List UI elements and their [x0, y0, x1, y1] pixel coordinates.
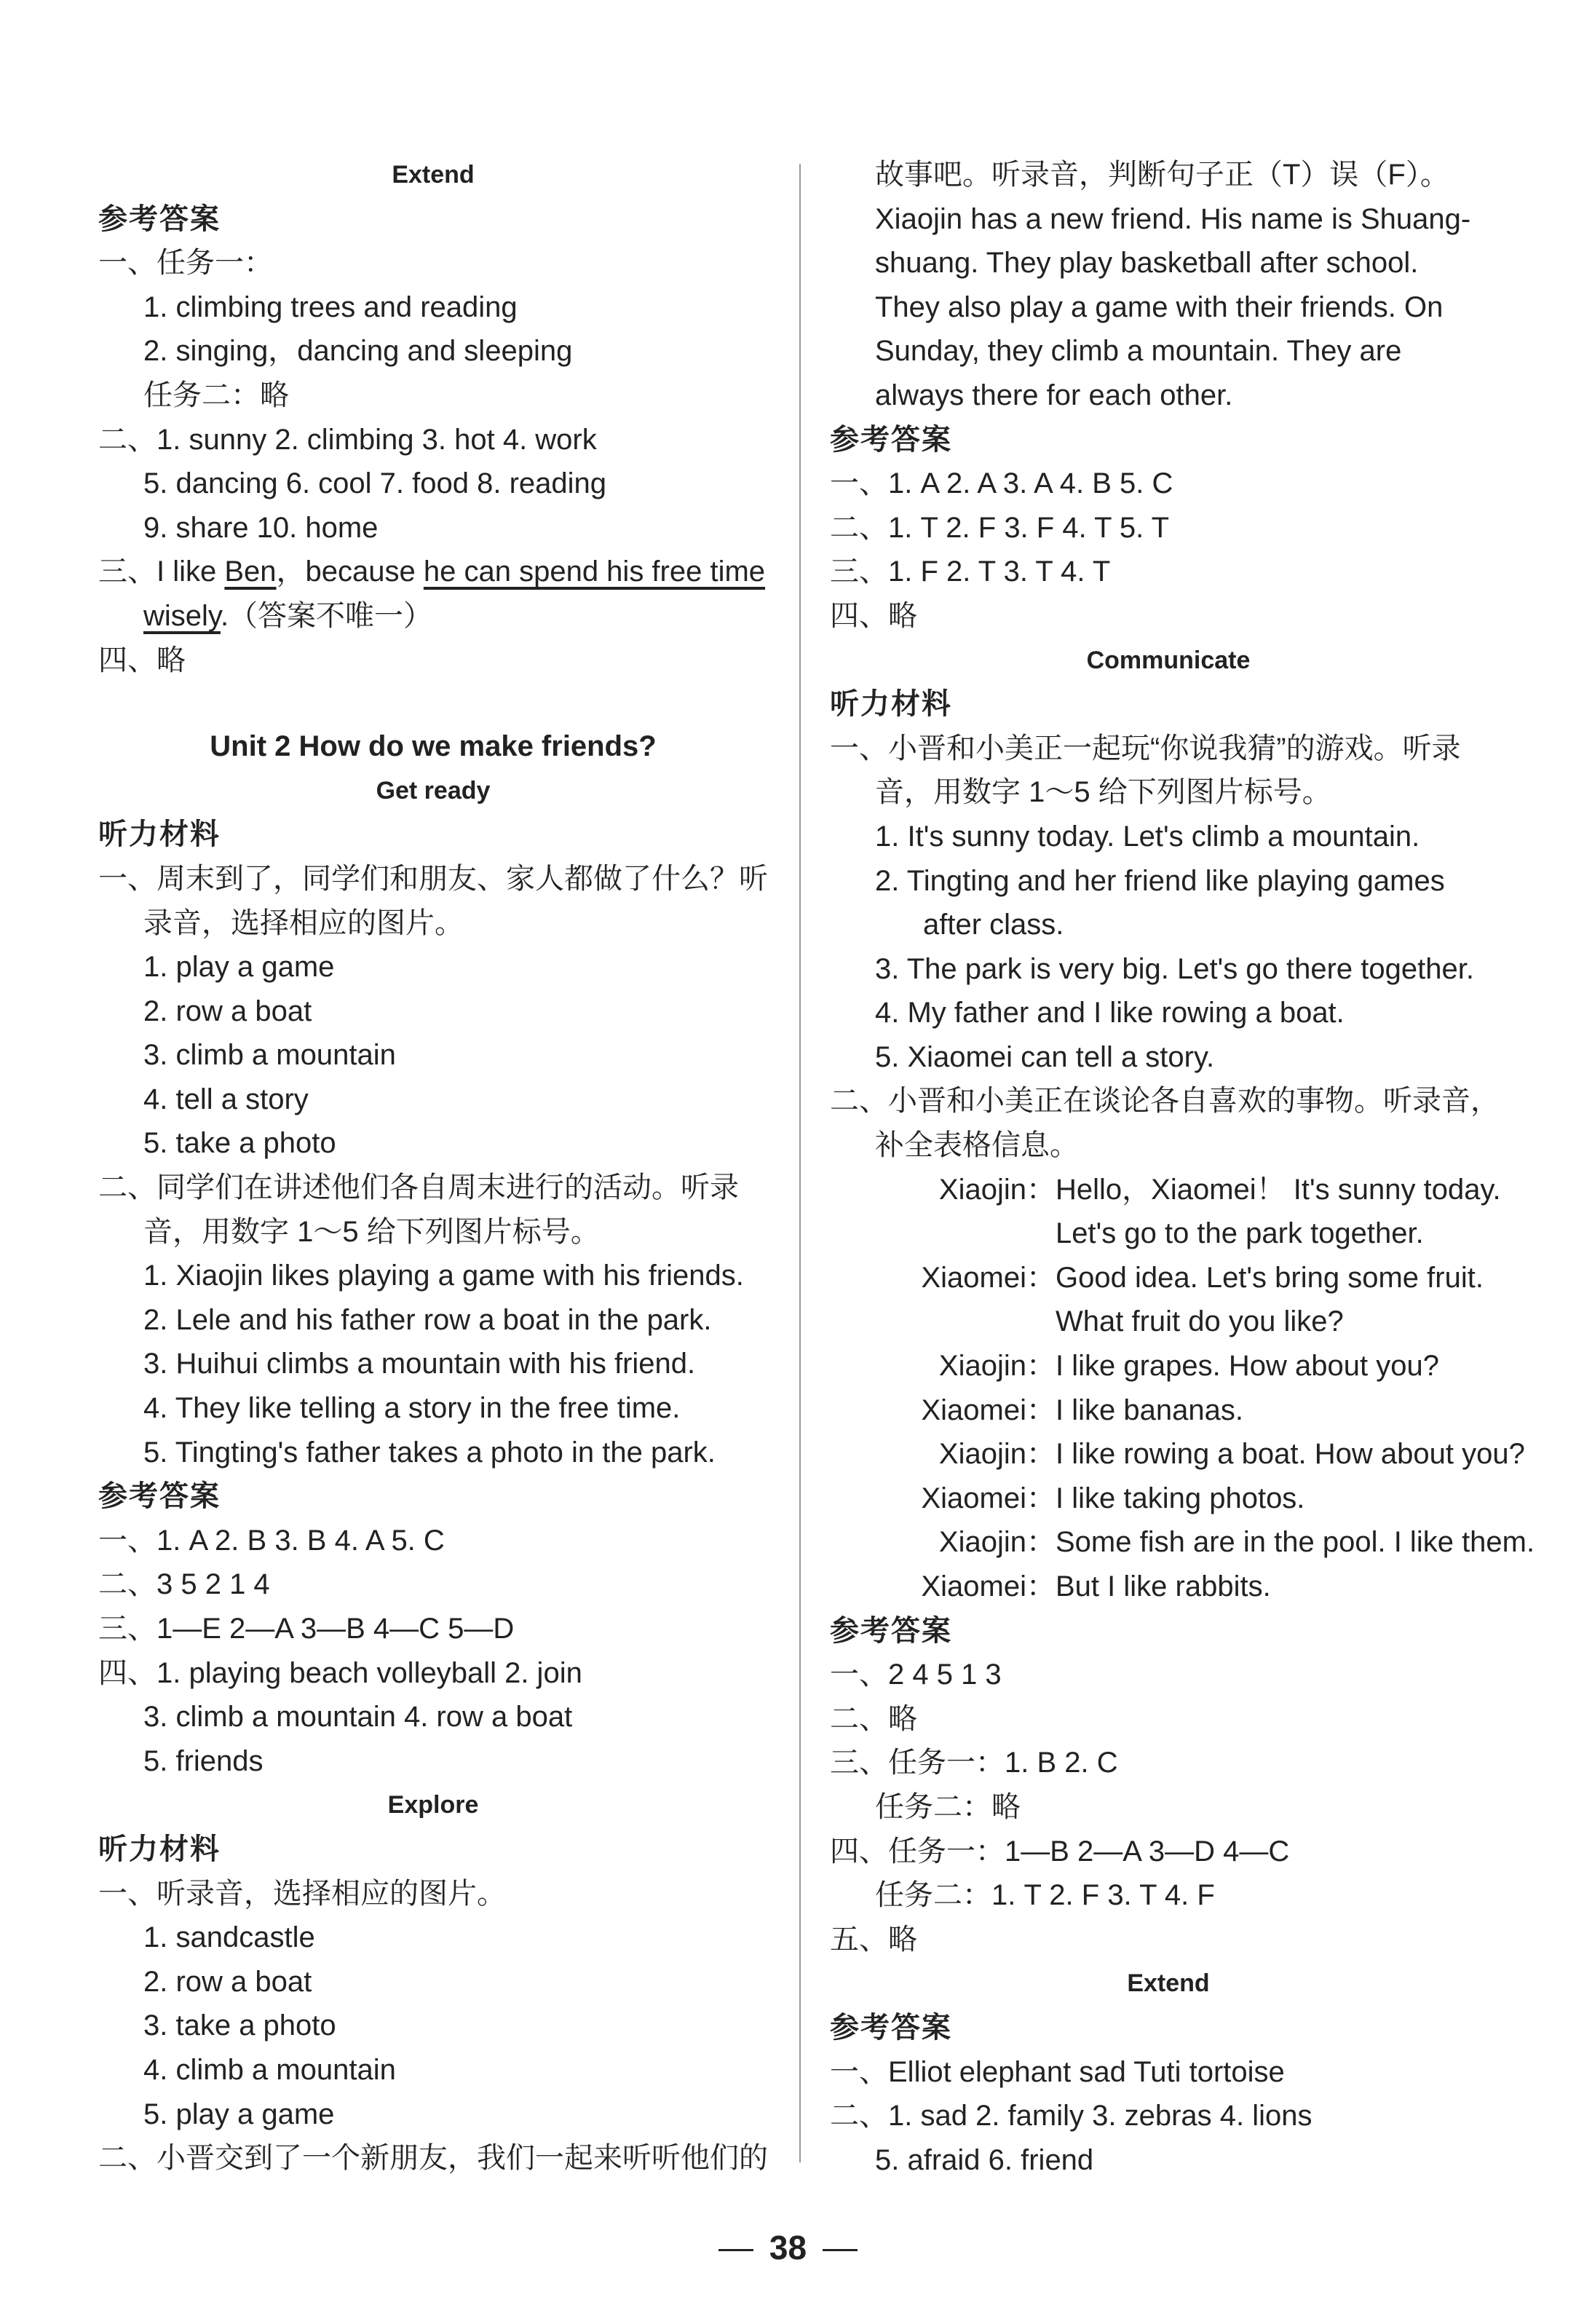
list-item: 5. Tingting's father takes a photo in the park. [143, 1436, 716, 1469]
question-head: 补全表格信息。 [875, 1129, 1079, 1162]
dialog-line: Xiaojin ： I like rowing a boat. How about you? [830, 1432, 1507, 1477]
list-item: 2. Tingting and her friend like playing games [875, 864, 1445, 897]
answer-line: 一、任务一： [98, 247, 273, 280]
question-head: 一、周末到了，同学们和朋友、家人都做了什么？听 [98, 862, 768, 895]
list-item: 1. sandcastle [143, 1921, 315, 1954]
dialog-speaker: Xiaomei [921, 1482, 1026, 1514]
answer-line: 1. climbing trees and reading [143, 290, 518, 323]
filled-reason-cont: wisely [143, 599, 221, 632]
story-line: They also play a game with their friends. On [875, 290, 1444, 323]
answer-line: 四、1. playing beach volleyball 2. join [98, 1656, 582, 1689]
dialog-speaker: Xiaojin [938, 1526, 1026, 1559]
dialog-line: Xiaomei ： Good idea. Let's bring some fruit. [830, 1256, 1507, 1300]
list-item: 2. row a boat [143, 1965, 312, 1998]
dialog-text: Let's go to the park together. [1056, 1217, 1424, 1250]
dialog-line: Xiaomei ： But I like rabbits. [830, 1565, 1507, 1609]
dialog-speaker: Xiaojin [938, 1438, 1026, 1471]
answer-line-sentence [98, 550, 768, 594]
sentence-prefix: 三、I like [98, 556, 225, 588]
footer-dash-left [718, 2249, 753, 2251]
answers-label: 参考答案 [98, 202, 221, 235]
dialog-speaker [830, 1300, 1026, 1344]
answers-label: 参考答案 [830, 423, 952, 456]
answer-line: 5. afraid 6. friend [875, 2143, 1094, 2176]
dialog-text: What fruit do you like? [1056, 1305, 1344, 1338]
dialog-text: But I like rabbits. [1056, 1570, 1271, 1602]
answer-line: 三、1—E 2—A 3—B 4—C 5—D [98, 1613, 515, 1645]
answer-line: 一、1. A 2. B 3. B 4. A 5. C [98, 1524, 445, 1557]
dialog-text: I like bananas. [1056, 1394, 1243, 1426]
question-head: 音，用数字 1～5 给下列图片标号。 [143, 1215, 600, 1248]
dialog-text: I like rowing a boat. How about you? [1056, 1438, 1525, 1471]
dialog-line: Xiaojin ： Hello，Xiaomei！ It's sunny today. [830, 1168, 1507, 1212]
answers-label: 参考答案 [830, 2011, 952, 2044]
list-item: 5. take a photo [143, 1127, 336, 1160]
answer-line: 任务二：略 [143, 379, 289, 411]
page-footer [0, 2228, 1576, 2267]
listening-label: 听力材料 [830, 688, 952, 721]
list-item: 1. Xiaojin likes playing a game with his friends. [143, 1260, 744, 1292]
dialog-speaker: Xiaojin [938, 1173, 1026, 1206]
list-item: 4. tell a story [143, 1083, 309, 1115]
answer-line: 五、略 [830, 1923, 917, 1956]
answer-line: 三、任务一：1. B 2. C [830, 1747, 1118, 1779]
dialog-line [830, 1212, 1507, 1256]
dialog-line: Xiaomei ： I like bananas. [830, 1388, 1507, 1433]
sentence-suffix: .（答案不唯一） [220, 599, 433, 632]
right-column [830, 153, 1535, 2182]
dialog-text: Good idea. Let's bring some fruit. [1056, 1261, 1484, 1294]
dialog-line [830, 1300, 1507, 1344]
sentence-mid: ，because [276, 556, 424, 588]
list-item: 2. row a boat [143, 995, 312, 1027]
answer-line: 四、略 [830, 599, 917, 632]
answer-line: 三、1. F 2. T 3. T 4. T [830, 556, 1111, 588]
question-head: 录音，选择相应的图片。 [143, 906, 464, 939]
dialog-text: Some fish are in the pool. I like them. [1056, 1526, 1535, 1559]
list-item: 4. climb a mountain [143, 2053, 396, 2086]
list-item: 2. Lele and his father row a boat in the park. [143, 1303, 712, 1336]
answer-line: 9. share 10. home [143, 511, 379, 544]
answer-line: 5. friends [143, 1744, 264, 1777]
list-item: 4. My father and I like rowing a boat. [875, 997, 1345, 1029]
dialog-speaker: Xiaojin [938, 1350, 1026, 1383]
section-title-extend: Extend [392, 161, 475, 189]
question-head: 二、同学们在讲述他们各自周末进行的活动。听录 [98, 1171, 739, 1204]
listening-label: 听力材料 [98, 818, 221, 851]
question-head: 音，用数字 1～5 给下列图片标号。 [875, 776, 1331, 809]
dialog-speaker [830, 1212, 1026, 1256]
left-column [98, 153, 768, 2181]
list-item: 1. play a game [143, 951, 335, 984]
dialog-text: I like taking photos. [1056, 1482, 1305, 1514]
answer-line: 3. climb a mountain 4. row a boat [143, 1701, 573, 1734]
answer-line: 一、Elliot elephant sad Tuti tortoise [830, 2055, 1285, 2088]
story-line: always there for each other. [875, 379, 1233, 411]
dialog-line: Xiaojin ： Some fish are in the pool. I like them. [830, 1520, 1507, 1565]
column-divider [799, 164, 801, 2162]
answer-line: 2. singing，dancing and sleeping [143, 335, 573, 368]
list-item: 4. They like telling a story in the free time. [143, 1392, 681, 1425]
section-title-extend: Extend [1127, 1969, 1210, 1998]
filled-name: Ben [224, 556, 277, 588]
listening-label: 听力材料 [98, 1833, 221, 1865]
answer-line-sentence-cont [98, 594, 768, 639]
dialog-text: I like grapes. How about you? [1056, 1350, 1439, 1383]
question-head: 故事吧。听录音，判断句子正（T）误（F）。 [875, 159, 1449, 191]
list-item: 3. take a photo [143, 2009, 336, 2042]
answers-label: 参考答案 [98, 1480, 221, 1513]
answer-line: 四、略 [98, 644, 186, 676]
answer-line: 一、2 4 5 1 3 [830, 1659, 1002, 1691]
list-item: 3. Huihui climbs a mountain with his friend. [143, 1348, 696, 1380]
unit-title: Unit 2 How do we make friends? [210, 730, 657, 763]
section-title-get-ready: Get ready [376, 776, 491, 805]
list-item: 5. Xiaomei can tell a story. [875, 1040, 1215, 1073]
list-item: 3. climb a mountain [143, 1039, 396, 1072]
list-item: 1. It's sunny today. Let's climb a mountain. [875, 820, 1420, 853]
dialog-line: Xiaojin ： I like grapes. How about you? [830, 1344, 1507, 1388]
dialog-speaker: Xiaomei [921, 1394, 1026, 1426]
answer-line: 任务二：1. T 2. F 3. T 4. F [875, 1879, 1215, 1912]
answer-line: 一、1. A 2. A 3. A 4. B 5. C [830, 467, 1173, 500]
footer-dash-right [823, 2249, 858, 2251]
list-item: after class. [923, 909, 1064, 941]
question-head: 一、听录音，选择相应的图片。 [98, 1877, 506, 1910]
list-item: 5. play a game [143, 2098, 335, 2130]
answer-line: 四、任务一：1—B 2—A 3—D 4—C [830, 1835, 1290, 1868]
dialog-line: Xiaomei ： I like taking photos. [830, 1477, 1507, 1521]
story-line: shuang. They play basketball after school. [875, 247, 1419, 280]
answer-line: 5. dancing 6. cool 7. food 8. reading [143, 467, 607, 500]
story-line: Sunday, they climb a mountain. They are [875, 335, 1402, 368]
question-head: 二、小晋交到了一个新朋友，我们一起来听听他们的 [98, 2142, 768, 2175]
dialog-speaker: Xiaomei [921, 1570, 1026, 1602]
page-number: 38 [769, 2229, 807, 2266]
list-item: 3. The park is very big. Let's go there together. [875, 952, 1474, 985]
dialog-text: Hello，Xiaomei！ It's sunny today. [1056, 1173, 1501, 1206]
section-title-communicate: Communicate [1086, 646, 1251, 674]
question-head: 二、小晋和小美正在谈论各自喜欢的事物。听录音， [830, 1085, 1500, 1118]
answer-line: 二、略 [830, 1702, 917, 1735]
section-title-explore: Explore [387, 1791, 479, 1819]
answer-line: 任务二：略 [875, 1790, 1021, 1823]
dialog-speaker: Xiaomei [921, 1261, 1026, 1294]
answers-label: 参考答案 [830, 1614, 952, 1647]
answer-line: 二、3 5 2 1 4 [98, 1568, 270, 1601]
answer-line: 二、1. sunny 2. climbing 3. hot 4. work [98, 423, 597, 456]
answer-line: 二、1. T 2. F 3. F 4. T 5. T [830, 511, 1170, 544]
story-line: Xiaojin has a new friend. His name is Shuang- [875, 202, 1471, 235]
question-head: 一、小晋和小美正一起玩“你说我猜”的游戏。听录 [830, 732, 1461, 764]
filled-reason: he can spend his free time [423, 556, 766, 588]
answer-line: 二、1. sad 2. family 3. zebras 4. lions [830, 2100, 1312, 2133]
